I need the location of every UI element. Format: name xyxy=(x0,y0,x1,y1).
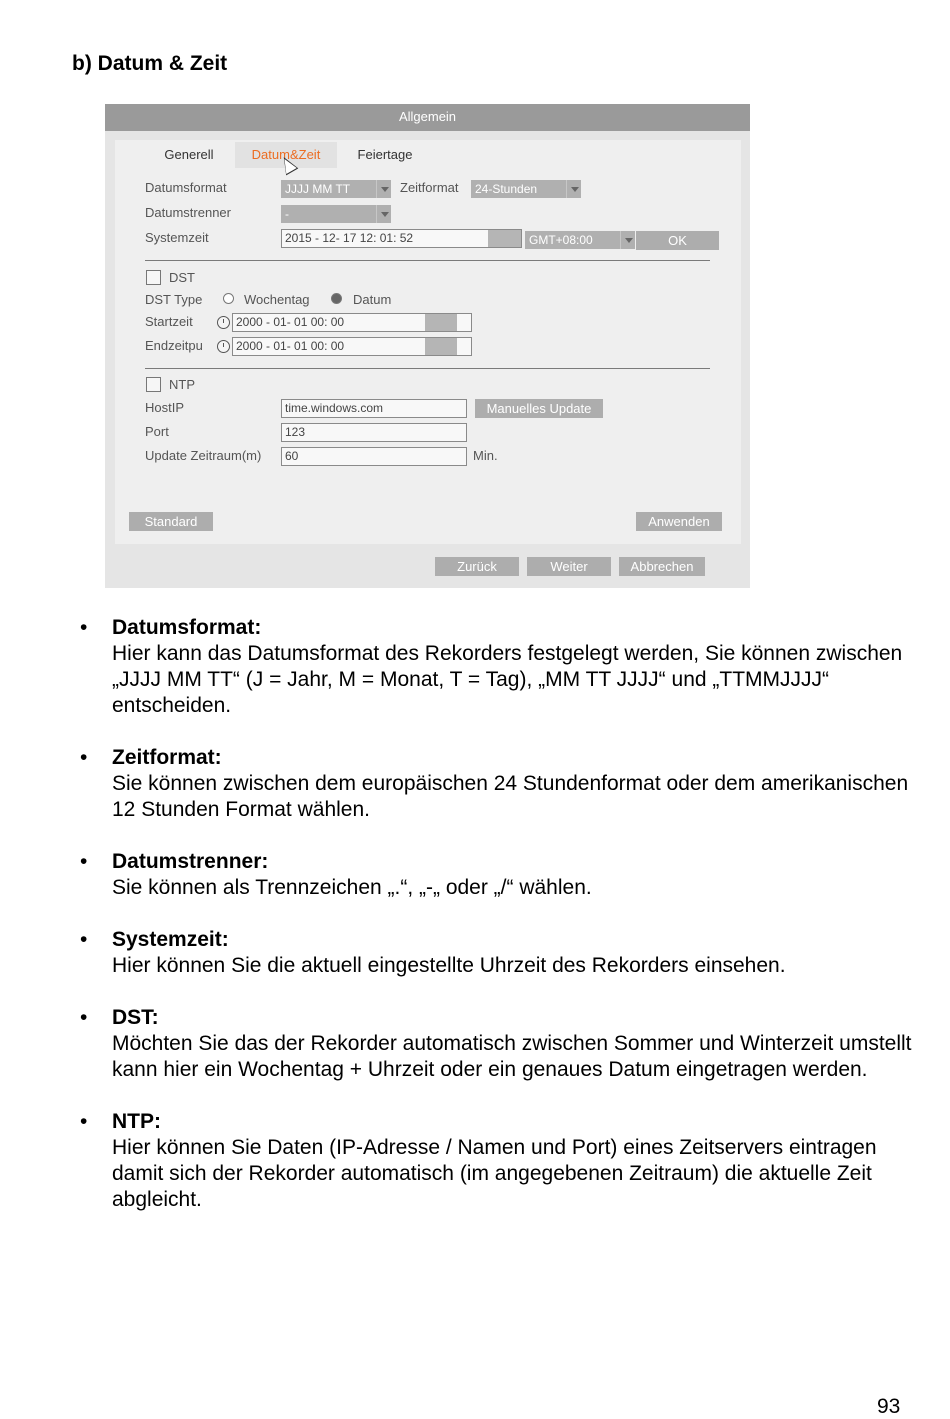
item-text: Hier können Sie Daten (IP-Adresse / Namen und Port) eines Zeitservers eintragen damit sich der Rekorder automatisch (im angegebenen Zeitraum) die aktuelle Zeit abgleicht. xyxy=(112,1136,877,1211)
host-ip-label: HostIP xyxy=(145,400,185,415)
end-time-spinner[interactable] xyxy=(425,338,457,355)
bullet-icon: • xyxy=(80,616,88,639)
chevron-down-icon xyxy=(376,180,391,198)
bullet-icon: • xyxy=(80,746,88,769)
time-format-select[interactable] xyxy=(471,180,581,198)
system-time-spinner[interactable] xyxy=(488,230,521,247)
list-item xyxy=(80,745,912,823)
back-button[interactable]: Zurück xyxy=(435,557,519,576)
item-text: Sie können als Trennzeichen „.“, „-„ oder „/“ wählen. xyxy=(112,876,592,899)
divider xyxy=(145,368,710,369)
item-text: Hier kann das Datumsformat des Rekorders festgelegt werden, Sie können zwischen „JJJJ MM TT“ (J = Jahr, M = Monat, T = Tag), „MM TT JJJJ“ und „TTMMJJJJ“ entscheiden. xyxy=(112,642,903,717)
port-field[interactable]: 123 xyxy=(281,423,467,442)
system-time-field[interactable]: 2015 - 12- 17 12: 01: 52 xyxy=(281,229,522,248)
divider xyxy=(145,260,710,261)
dst-date-radio[interactable] xyxy=(331,293,342,304)
ntp-label: NTP xyxy=(169,377,195,392)
chevron-down-icon xyxy=(620,231,635,249)
end-time-field[interactable]: 2000 - 01- 01 00: 00 xyxy=(232,337,472,356)
list-item xyxy=(80,927,912,979)
dst-date-label: Datum xyxy=(353,292,392,307)
tab-generell[interactable]: Generell xyxy=(164,147,214,162)
dialog-title: Allgemein xyxy=(105,104,750,131)
clock-icon xyxy=(217,316,230,329)
next-button[interactable]: Weiter xyxy=(527,557,611,576)
manual-update-button[interactable]: Manuelles Update xyxy=(475,399,603,418)
page-number: 93 xyxy=(877,1395,901,1418)
list-item xyxy=(80,849,912,901)
start-time-label: Startzeit xyxy=(145,314,193,329)
tab-datum-zeit[interactable]: Datum&Zeit xyxy=(235,142,337,168)
date-format-label: Datumsformat xyxy=(145,180,227,195)
ntp-checkbox[interactable] xyxy=(146,377,161,392)
update-period-unit: Min. xyxy=(473,448,498,463)
list-item xyxy=(80,1005,912,1083)
item-text: Sie können zwischen dem europäischen 24 Stundenformat oder dem amerikanischen 12 Stunden Format wählen. xyxy=(112,772,909,821)
date-format-select[interactable] xyxy=(281,180,391,198)
list-item xyxy=(80,615,912,719)
update-period-label: Update Zeitraum(m) xyxy=(145,448,262,463)
timezone-select[interactable] xyxy=(525,231,635,249)
item-title: Datumsformat: xyxy=(112,616,262,639)
settings-dialog-screenshot xyxy=(105,104,750,588)
tab-feiertage[interactable]: Feiertage xyxy=(357,147,413,162)
dst-weekday-radio[interactable] xyxy=(223,293,234,304)
apply-button[interactable]: Anwenden xyxy=(636,512,722,531)
bullet-icon: • xyxy=(80,1006,88,1029)
chevron-down-icon xyxy=(376,205,391,223)
item-title: Zeitformat: xyxy=(112,746,222,769)
date-separator-value: - xyxy=(285,207,289,221)
port-label: Port xyxy=(145,424,169,439)
section-title: b) Datum & Zeit xyxy=(72,52,228,75)
list-item xyxy=(80,1109,912,1213)
bullet-icon: • xyxy=(80,850,88,873)
ok-button[interactable]: OK xyxy=(636,231,719,250)
item-title: Datumstrenner: xyxy=(112,850,269,873)
date-format-value: JJJJ MM TT xyxy=(285,182,351,196)
time-format-label: Zeitformat xyxy=(400,180,459,195)
bullet-icon: • xyxy=(80,1110,88,1133)
item-text: Möchten Sie das der Rekorder automatisch zwischen Sommer und Winterzeit umstellt kann hier ein Wochentag + Uhrzeit oder ein genaues Datum eingetragen werden. xyxy=(112,1032,912,1081)
dst-checkbox[interactable] xyxy=(146,270,161,285)
standard-button[interactable]: Standard xyxy=(129,512,213,531)
start-time-field[interactable]: 2000 - 01- 01 00: 00 xyxy=(232,313,472,332)
description-list xyxy=(80,615,912,1239)
item-title: NTP: xyxy=(112,1110,161,1133)
date-separator-select[interactable] xyxy=(281,205,391,223)
update-period-field[interactable]: 60 xyxy=(281,447,467,466)
chevron-down-icon xyxy=(566,180,581,198)
time-format-value: 24-Stunden xyxy=(475,182,538,196)
dst-type-label: DST Type xyxy=(145,292,203,307)
dst-weekday-label: Wochentag xyxy=(244,292,310,307)
date-separator-label: Datumstrenner xyxy=(145,205,231,220)
item-title: DST: xyxy=(112,1006,159,1029)
item-text: Hier können Sie die aktuell eingestellte Uhrzeit des Rekorders einsehen. xyxy=(112,954,786,977)
system-time-label: Systemzeit xyxy=(145,230,209,245)
bullet-icon: • xyxy=(80,928,88,951)
timezone-value: GMT+08:00 xyxy=(529,233,593,247)
host-ip-field[interactable]: time.windows.com xyxy=(281,399,467,418)
cancel-button[interactable]: Abbrechen xyxy=(619,557,705,576)
clock-icon xyxy=(217,340,230,353)
item-title: Systemzeit: xyxy=(112,928,229,951)
end-time-label: Endzeitpu xyxy=(145,338,203,353)
start-time-spinner[interactable] xyxy=(425,314,457,331)
dst-label: DST xyxy=(169,270,195,285)
